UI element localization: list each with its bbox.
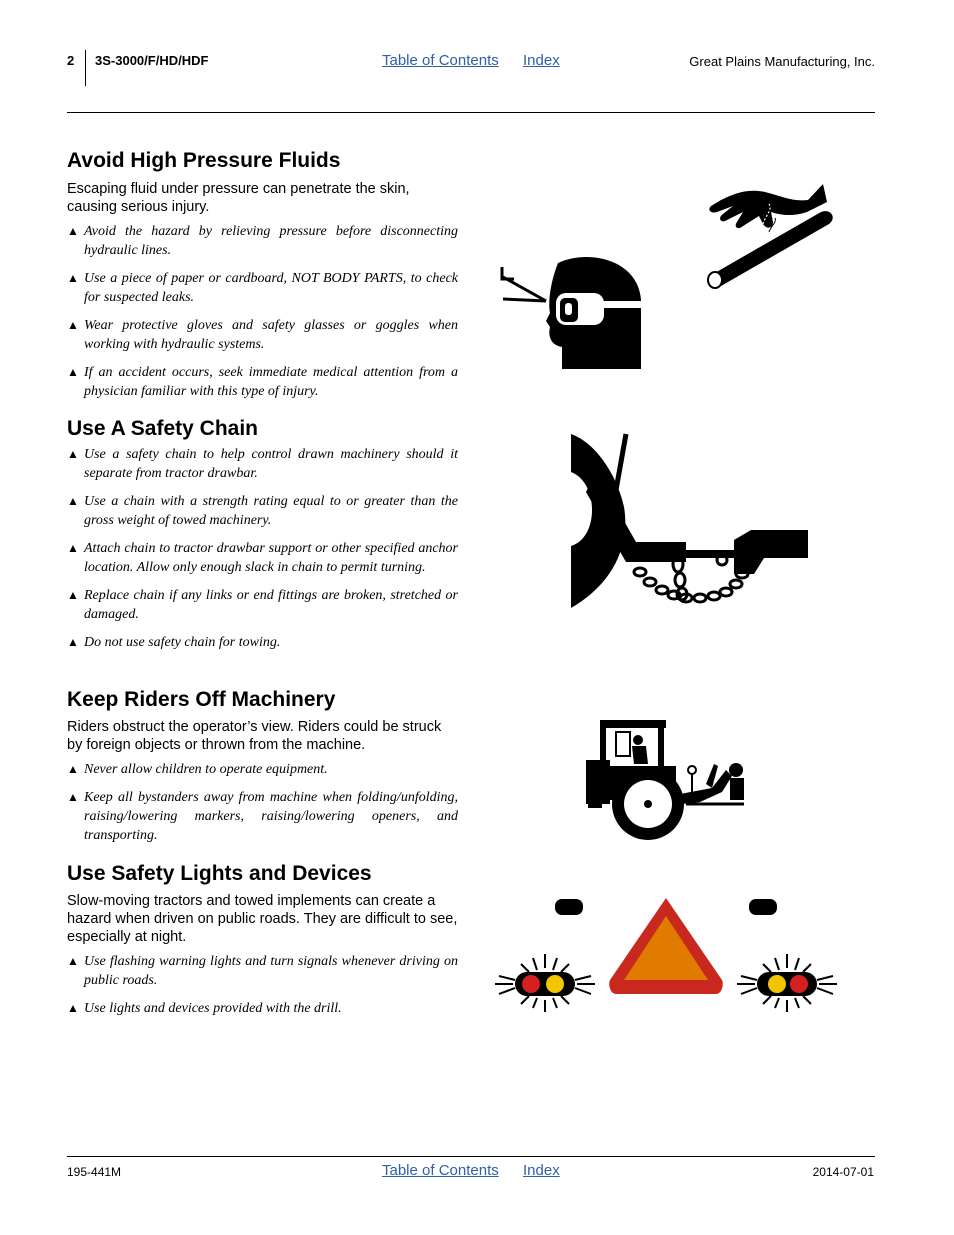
bullet-triangle-icon: ▲ (67, 790, 79, 804)
model-title: 3S-3000/F/HD/HDF (95, 53, 209, 68)
section-keep-riders-off (67, 687, 458, 845)
bullet-triangle-icon: ▲ (67, 541, 79, 555)
header-divider (85, 50, 86, 86)
section-high-pressure-fluids (67, 148, 458, 401)
footer-index-link[interactable]: Index (523, 1162, 560, 1179)
list-item: ▲ Replace chain if any links or end fittings are broken, stretched or damaged. (67, 588, 458, 622)
flashing-lamp-icon (735, 952, 839, 1014)
goggles-head-icon (498, 255, 643, 371)
list-item: ▲ Use a piece of paper or cardboard, NOT BODY PARTS, to check for suspected leaks. (67, 271, 458, 305)
list-item: ▲ Do not use safety chain for towing. (67, 635, 281, 650)
list-item: ▲ Never allow children to operate equipment. (67, 762, 328, 777)
list-item: ▲ Avoid the hazard by relieving pressure before disconnecting hydraulic lines. (67, 224, 458, 258)
bullet-triangle-icon: ▲ (67, 494, 79, 508)
header-rule (67, 112, 875, 113)
section-title: Avoid High Pressure Fluids (67, 149, 341, 172)
list-item: ▲ Use a safety chain to help control drawn machinery should it separate from tractor drawbar. (67, 447, 458, 481)
bullet-triangle-icon: ▲ (67, 318, 79, 332)
list-item: ▲ Keep all bystanders away from machine when folding/unfolding, raising/lowering markers, raising/lowering openers, and transporting. (67, 790, 458, 843)
lamp-housing-left-icon (554, 897, 584, 917)
smv-emblem-icon (608, 896, 724, 996)
part-number: 195-441M (67, 1165, 122, 1179)
bullet-triangle-icon: ▲ (67, 762, 79, 776)
page-number: 2 (67, 53, 75, 68)
hand-hose-leak-icon (703, 182, 837, 290)
section-intro: Slow-moving tractors and towed implements can create a hazard when driven on public roads. They are difficult to see, especially at night. (67, 893, 458, 945)
bullet-triangle-icon: ▲ (67, 1001, 79, 1015)
section-safety-chain (67, 416, 458, 652)
flashing-lamp-icon (493, 952, 597, 1014)
bullet-triangle-icon: ▲ (67, 271, 79, 285)
section-intro: Escaping fluid under pressure can penetrate the skin, causing serious injury. (67, 181, 410, 215)
header-index-link[interactable]: Index (523, 52, 560, 69)
list-item: ▲ Use lights and devices provided with the drill. (67, 1001, 342, 1016)
safety-chain-hitch-icon (566, 432, 811, 610)
header-toc-link[interactable]: Table of Contents (382, 52, 499, 69)
tractor-rider-icon (586, 718, 748, 840)
bullet-triangle-icon: ▲ (67, 635, 79, 649)
section-title: Keep Riders Off Machinery (67, 688, 336, 711)
list-item: ▲ Use a chain with a strength rating equal to or greater than the gross weight of towed machinery. (67, 494, 458, 528)
bullet-triangle-icon: ▲ (67, 954, 79, 968)
section-title: Use A Safety Chain (67, 417, 258, 440)
section-safety-lights (67, 861, 458, 1018)
bullet-triangle-icon: ▲ (67, 224, 79, 238)
bullet-triangle-icon: ▲ (67, 447, 79, 461)
footer-rule (67, 1156, 875, 1157)
list-item: ▲ Use flashing warning lights and turn signals whenever driving on public roads. (67, 954, 458, 988)
list-item: ▲ Wear protective gloves and safety glasses or goggles when working with hydraulic systems. (67, 318, 458, 352)
list-item: ▲ If an accident occurs, seek immediate medical attention from a physician familiar with this type of injury. (67, 365, 458, 399)
publish-date: 2014-07-01 (812, 1165, 874, 1179)
section-title: Use Safety Lights and Devices (67, 862, 372, 885)
footer-toc-link[interactable]: Table of Contents (382, 1162, 499, 1179)
list-item: ▲ Attach chain to tractor drawbar support or other specified anchor location. Allow only enough slack in chain to permit turning. (67, 541, 458, 575)
bullet-triangle-icon: ▲ (67, 365, 79, 379)
section-intro: Riders obstruct the operator’s view. Riders could be struck by foreign objects or thrown from the machine. (67, 719, 442, 753)
lamp-housing-right-icon (748, 897, 778, 917)
company-name: Great Plains Manufacturing, Inc. (689, 54, 875, 69)
bullet-triangle-icon: ▲ (67, 588, 79, 602)
